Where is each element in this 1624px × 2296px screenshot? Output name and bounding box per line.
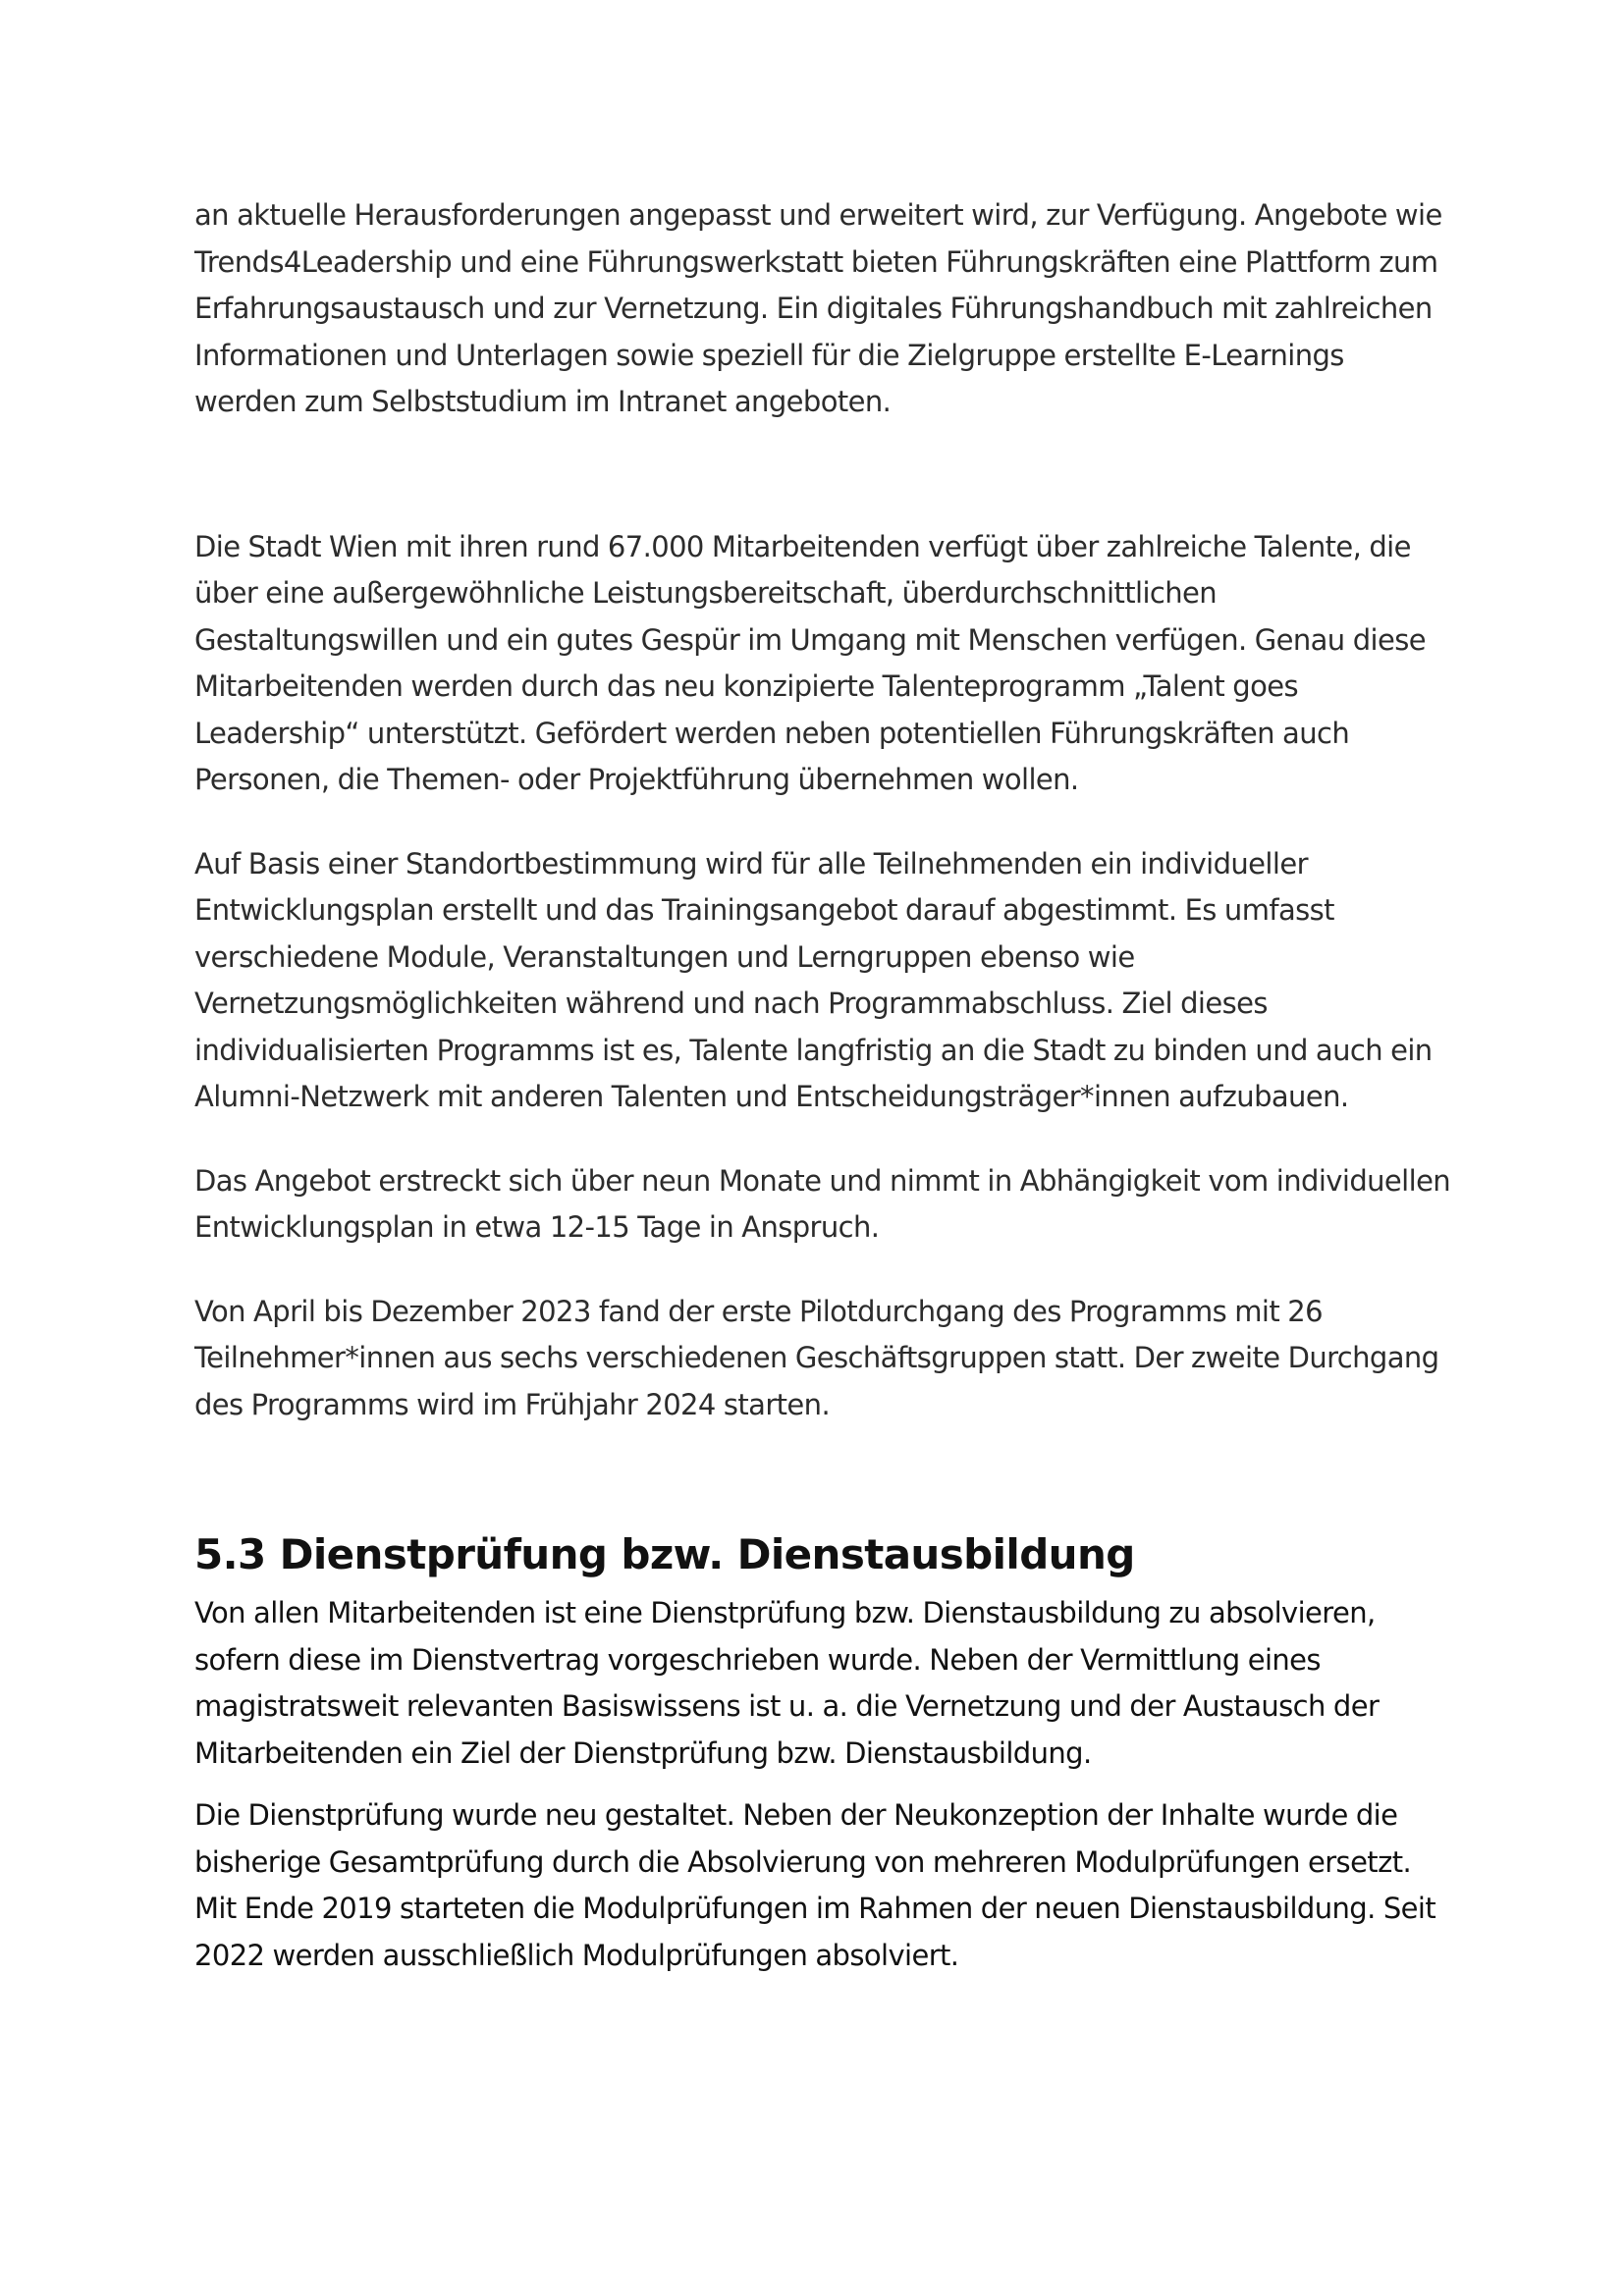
- section-paragraph-2: Die Dienstprüfung wurde neu gestaltet. Neben der Neukonzeption der Inhalte wurde die bisherige Gesamtprüfung durch die Absolvierung von mehreren Modulprüfungen ersetzt. Mit Ende 2019 starteten die Modulprüfungen im Rahmen der neuen Dienstausbildung. Seit 2022 werden ausschließlich Modulprüfungen absolviert.: [194, 1798, 1436, 1972]
- spacer: [194, 1777, 1451, 1792]
- intro-paragraph: an aktuelle Herausforderungen angepasst und erweitert wird, zur Verfügung. Angebote wie Trends4Leadership und eine Führungswerkstatt bieten Führungskräften eine Plattform zum Erfahrungsaustausch und zur Vernetzung. Ein digitales Führungshandbuch mit zahlreichen Informationen und Unterlagen sowie speziell für die Zielgruppe erstellte E-Learnings werden zum Selbststudium im Intranet angeboten.: [194, 198, 1442, 418]
- spacer: [194, 1121, 1451, 1158]
- section-heading: [194, 1530, 1451, 1578]
- talent-paragraph-2: Auf Basis einer Standortbestimmung wird für alle Teilnehmenden ein individueller Entwicklungsplan erstellt und das Trainingsangebot darauf abgestimmt. Es umfasst verschiedene Module, Veranstaltungen und Lerngruppen ebenso wie Vernetzungsmöglichkeiten während und nach Programmabschluss. Ziel dieses individualisierten Programms ist es, Talente langfristig an die Stadt zu binden und auch ein Alumni-Netzwerk mit anderen Talenten und Entscheidungsträger*innen aufzubauen.: [194, 846, 1433, 1113]
- spacer: [194, 1252, 1451, 1289]
- spacer: [194, 804, 1451, 841]
- section-title: Dienstprüfung bzw. Dienstausbildung: [279, 1530, 1135, 1578]
- spacer: [194, 426, 1451, 524]
- spacer: [194, 1428, 1451, 1530]
- talent-paragraph-4: Von April bis Dezember 2023 fand der erste Pilotdurchgang des Programms mit 26 Teilnehmer*innen aus sechs verschiedenen Geschäftsgruppen statt. Der zweite Durchgang des Programms wird im Frühjahr 2024 starten.: [194, 1294, 1439, 1421]
- document-page: [194, 192, 1451, 1979]
- section-paragraph-1: Von allen Mitarbeitenden ist eine Dienstprüfung bzw. Dienstausbildung zu absolvieren, sofern diese im Dienstvertrag vorgeschrieben wurde. Neben der Vermittlung eines magistratsweit relevanten Basiswissens ist u. a. die Vernetzung und der Austausch der Mitarbeitenden ein Ziel der Dienstprüfung bzw. Dienstausbildung.: [194, 1596, 1380, 1770]
- section-number: 5.3: [194, 1530, 266, 1578]
- talent-paragraph-3: Das Angebot erstreckt sich über neun Monate und nimmt in Abhängigkeit vom individuellen Entwicklungsplan in etwa 12-15 Tage in Anspruch.: [194, 1163, 1451, 1244]
- talent-paragraph-1: Die Stadt Wien mit ihren rund 67.000 Mitarbeitenden verfügt über zahlreiche Talente, die über eine außergewöhnliche Leistungsbereitschaft, überdurchschnittlichen Gestaltungswillen und ein gutes Gespür im Umgang mit Menschen verfügen. Genau diese Mitarbeitenden werden durch das neu konzipierte Talenteprogramm „Talent goes Leadership“ unterstützt. Gefördert werden neben potentiellen Führungskräften auch Personen, die Themen- oder Projektführung übernehmen wollen.: [194, 529, 1426, 796]
